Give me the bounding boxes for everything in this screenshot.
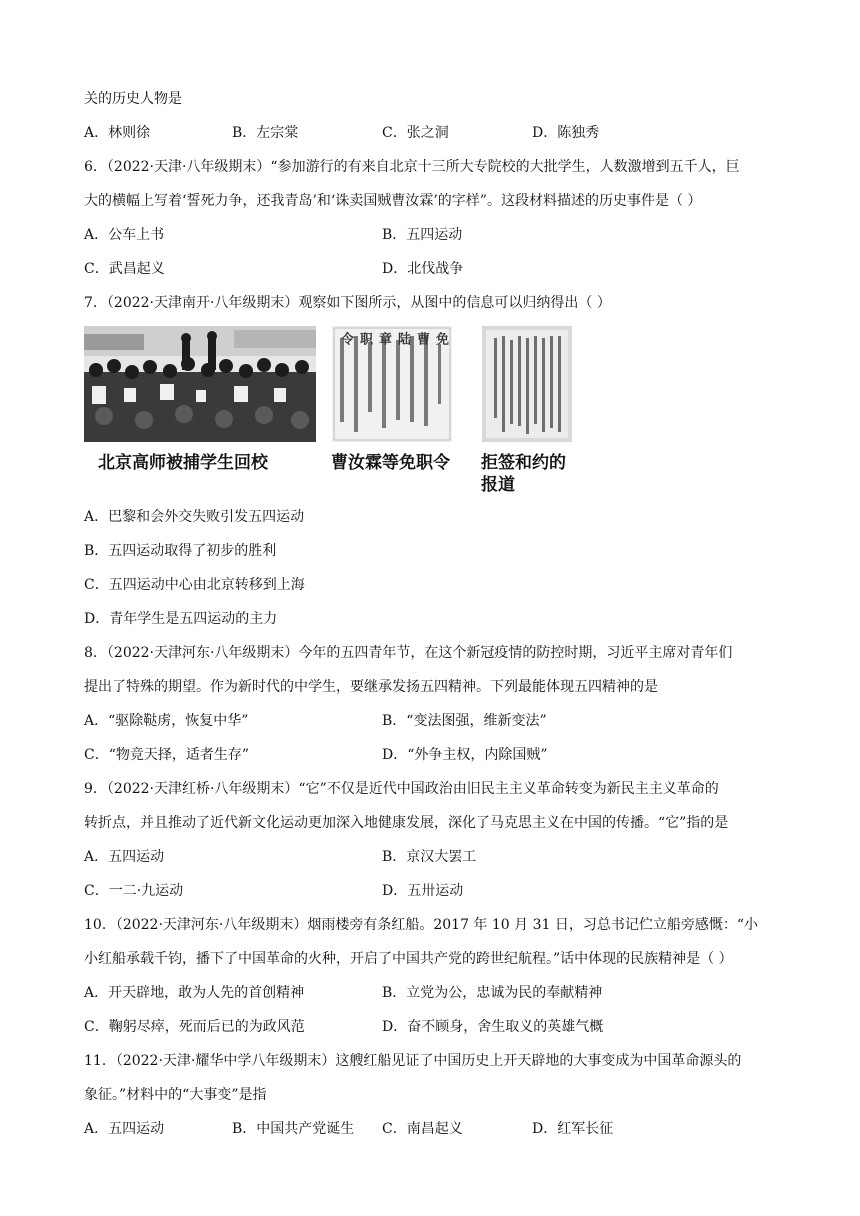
q8-stem-line1: 8．（2022·天津河东·八年级期末）今年的五四青年节，在这个新冠疫情的防控时期，习近平主席对青年们: [84, 645, 733, 661]
q11-option-a: A．五四运动: [84, 1121, 165, 1137]
crowd-photo: [84, 326, 316, 442]
caption-report-line2: 报道: [481, 475, 515, 495]
q8-option-d: D．“外争主权，内除国贼”: [382, 747, 548, 763]
q7-option-b: B．五四运动取得了初步的胜利: [84, 543, 277, 559]
q9-option-b: B．京汉大罢工: [382, 849, 477, 865]
order-char: 免: [433, 332, 448, 345]
order-char: 章: [376, 332, 391, 345]
q7-option-a: A．巴黎和会外交失败引发五四运动: [84, 509, 305, 525]
q8-option-a: A．“驱除鞑虏，恢复中华”: [84, 713, 249, 729]
q9-stem-line1: 9．（2022·天津红桥·八年级期末）“它”不仅是近代中国政治由旧民主主义革命转变为新民主主义革命的: [84, 781, 719, 797]
order-char: 令: [338, 332, 353, 345]
caption-crowd: 北京高师被捕学生回校: [98, 453, 268, 473]
q11-option-d: D．红军长征: [532, 1121, 614, 1137]
q10-option-c: C．鞠躬尽瘁，死而后已的为政风范: [84, 1019, 305, 1035]
q8-option-b: B．“变法图强，维新变法”: [382, 713, 547, 729]
q6-stem-line2: 大的横幅上写着‘誓死力争，还我青岛’和‘诛卖国贼曹汝霖’的字样”。这段材料描述的历史事件是（ ）: [84, 193, 702, 209]
dismissal-order-text: [336, 332, 448, 436]
q5-option-d: D．陈独秀: [532, 125, 600, 141]
q10-stem-line2: 小红船承载千钧，播下了中国革命的火种，开启了中国共产党的跨世纪航程。”话中体现的民族精神是（ ）: [84, 951, 733, 967]
q5-option-b: B．左宗棠: [232, 125, 299, 141]
q10-stem-line1: 10．（2022·天津河东·八年级期末）烟雨楼旁有条红船。2017 年 10 月 31 日，习总书记伫立船旁感慨：“小: [84, 917, 759, 933]
newspaper-report-photo: [482, 326, 572, 442]
q9-option-d: D．五卅运动: [382, 883, 464, 899]
q5-stem-tail: 关的历史人物是: [84, 91, 182, 107]
q6-option-a: A．公车上书: [84, 227, 165, 243]
q8-option-c: C．“物竞天择，适者生存”: [84, 747, 250, 763]
q10-option-b: B．立党为公，忠诚为民的奉献精神: [382, 985, 603, 1001]
q9-stem-line2: 转折点，并且推动了近代新文化运动更加深入地健康发展，深化了马克思主义在中国的传播。“它”指的是: [84, 815, 729, 831]
caption-dismissal-order: 曹汝霖等免职令: [331, 453, 450, 473]
q9-option-a: A．五四运动: [84, 849, 165, 865]
q7-stem-line1: 7．（2022·天津南开·八年级期末）观察如下图所示，从图中的信息可以归纳得出（ ）: [84, 295, 611, 311]
order-char: 曹: [414, 332, 429, 345]
q9-option-c: C．一二·九运动: [84, 883, 184, 899]
q10-option-d: D．奋不顾身，舍生取义的英雄气概: [382, 1019, 604, 1035]
q5-option-a: A．林则徐: [84, 125, 151, 141]
q6-option-c: C．武昌起义: [84, 261, 165, 277]
q11-option-b: B．中国共产党诞生: [232, 1121, 355, 1137]
q6-stem-line1: 6．（2022·天津·八年级期末）“参加游行的有来自北京十三所大专院校的大批学生，人数激增到五千人，巨: [84, 159, 740, 175]
q11-stem-line2: 象征。”材料中的“大事变”是指: [84, 1087, 267, 1103]
caption-report-line1: 拒签和约的: [481, 453, 566, 473]
q10-option-a: A．开天辟地，敢为人先的首创精神: [84, 985, 305, 1001]
q8-stem-line2: 提出了特殊的期望。作为新时代的中学生，要继承发扬五四精神。下列最能体现五四精神的是: [84, 679, 658, 695]
q11-stem-line1: 11．（2022·天津·耀华中学八年级期末）这艘红船见证了中国历史上开天辟地的大事变成为中国革命源头的: [84, 1053, 742, 1069]
q7-figure: [84, 326, 584, 496]
q6-option-b: B．五四运动: [382, 227, 463, 243]
dismissal-order-photo: [332, 326, 452, 442]
q7-option-d: D．青年学生是五四运动的主力: [84, 611, 278, 627]
q11-option-c: C．南昌起义: [382, 1121, 463, 1137]
q5-option-c: C．张之洞: [382, 125, 449, 141]
q6-option-d: D．北伐战争: [382, 261, 464, 277]
order-char: 陆: [395, 332, 410, 345]
order-char: 职: [357, 332, 372, 345]
q7-option-c: C．五四运动中心由北京转移到上海: [84, 577, 305, 593]
